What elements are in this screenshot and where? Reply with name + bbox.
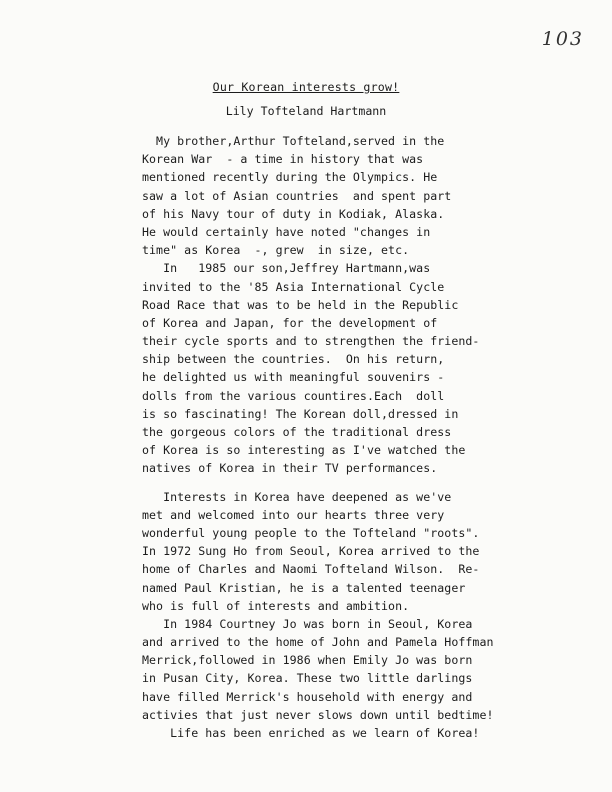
text-line: who is full of interests and ambition. (142, 598, 410, 613)
document-title: Our Korean interests grow! (212, 80, 400, 94)
text-line: In 1972 Sung Ho from Seoul, Korea arrived to the (142, 544, 480, 559)
text-line: mentioned recently during the Olympics. He (142, 170, 438, 185)
text-line: Korean War - a time in history that was (142, 152, 424, 167)
text-line: home of Charles and Naomi Tofteland Wilson. Re- (142, 562, 480, 577)
text-line: saw a lot of Asian countries and spent part (142, 188, 452, 203)
text-line: activies that just never slows down until bedtime! (142, 707, 494, 722)
text-line: of his Navy tour of duty in Kodiak, Alaska. (142, 206, 445, 221)
paragraph (142, 132, 522, 259)
text-line: Life has been enriched as we learn of Korea! (142, 726, 480, 740)
text-line: met and welcomed into our hearts three very (142, 507, 445, 522)
text-line: natives of Korea in their TV performances. (142, 461, 438, 476)
text-line: invited to the '85 Asia International Cycle (142, 279, 445, 294)
text-line: My brother,Arthur Tofteland,served in the (142, 134, 445, 148)
paragraph-gap (142, 478, 522, 488)
text-line: Merrick,followed in 1986 when Emily Jo was born (142, 653, 473, 668)
text-line: wonderful young people to the Tofteland "roots". (142, 525, 480, 540)
text-line: the gorgeous colors of the traditional dress (142, 425, 452, 439)
body-text (142, 132, 522, 742)
text-line: named Paul Kristian, he is a talented teenager (142, 580, 466, 595)
text-line: their cycle sports and to strengthen the friend- (142, 334, 480, 349)
text-line: He would certainly have noted "changes in (142, 224, 431, 239)
text-line: dolls from the various countires.Each doll (142, 388, 445, 403)
page-number: 103 (541, 28, 584, 50)
text-line: of Korea is so interesting as I've watched the (142, 443, 466, 458)
paragraph (142, 259, 522, 477)
text-line: is so fascinating! The Korean doll,dressed in (142, 406, 459, 421)
text-line: In 1985 our son,Jeffrey Hartmann,was (142, 261, 431, 276)
text-line: in Pusan City, Korea. These two little darlings (142, 671, 473, 686)
text-line: he delighted us with meaningful souvenirs - (142, 370, 445, 385)
text-line: and arrived to the home of John and Pamela Hoffman (142, 635, 494, 650)
text-line: of Korea and Japan, for the development of (142, 315, 438, 330)
author-name: Lily Tofteland Hartmann (225, 104, 387, 118)
text-line: Interests in Korea have deepened as we've (142, 489, 452, 504)
text-line: time" as Korea -, grew in size, etc. (142, 243, 410, 258)
text-line: In 1984 Courtney Jo was born in Seoul, Korea (142, 616, 473, 631)
text-line: Road Race that was to be held in the Republic (142, 297, 459, 312)
text-line: have filled Merrick's household with energy and (142, 689, 473, 704)
paragraph (142, 488, 522, 615)
paragraph (142, 615, 522, 742)
text-line: ship between the countries. On his return, (142, 352, 445, 367)
